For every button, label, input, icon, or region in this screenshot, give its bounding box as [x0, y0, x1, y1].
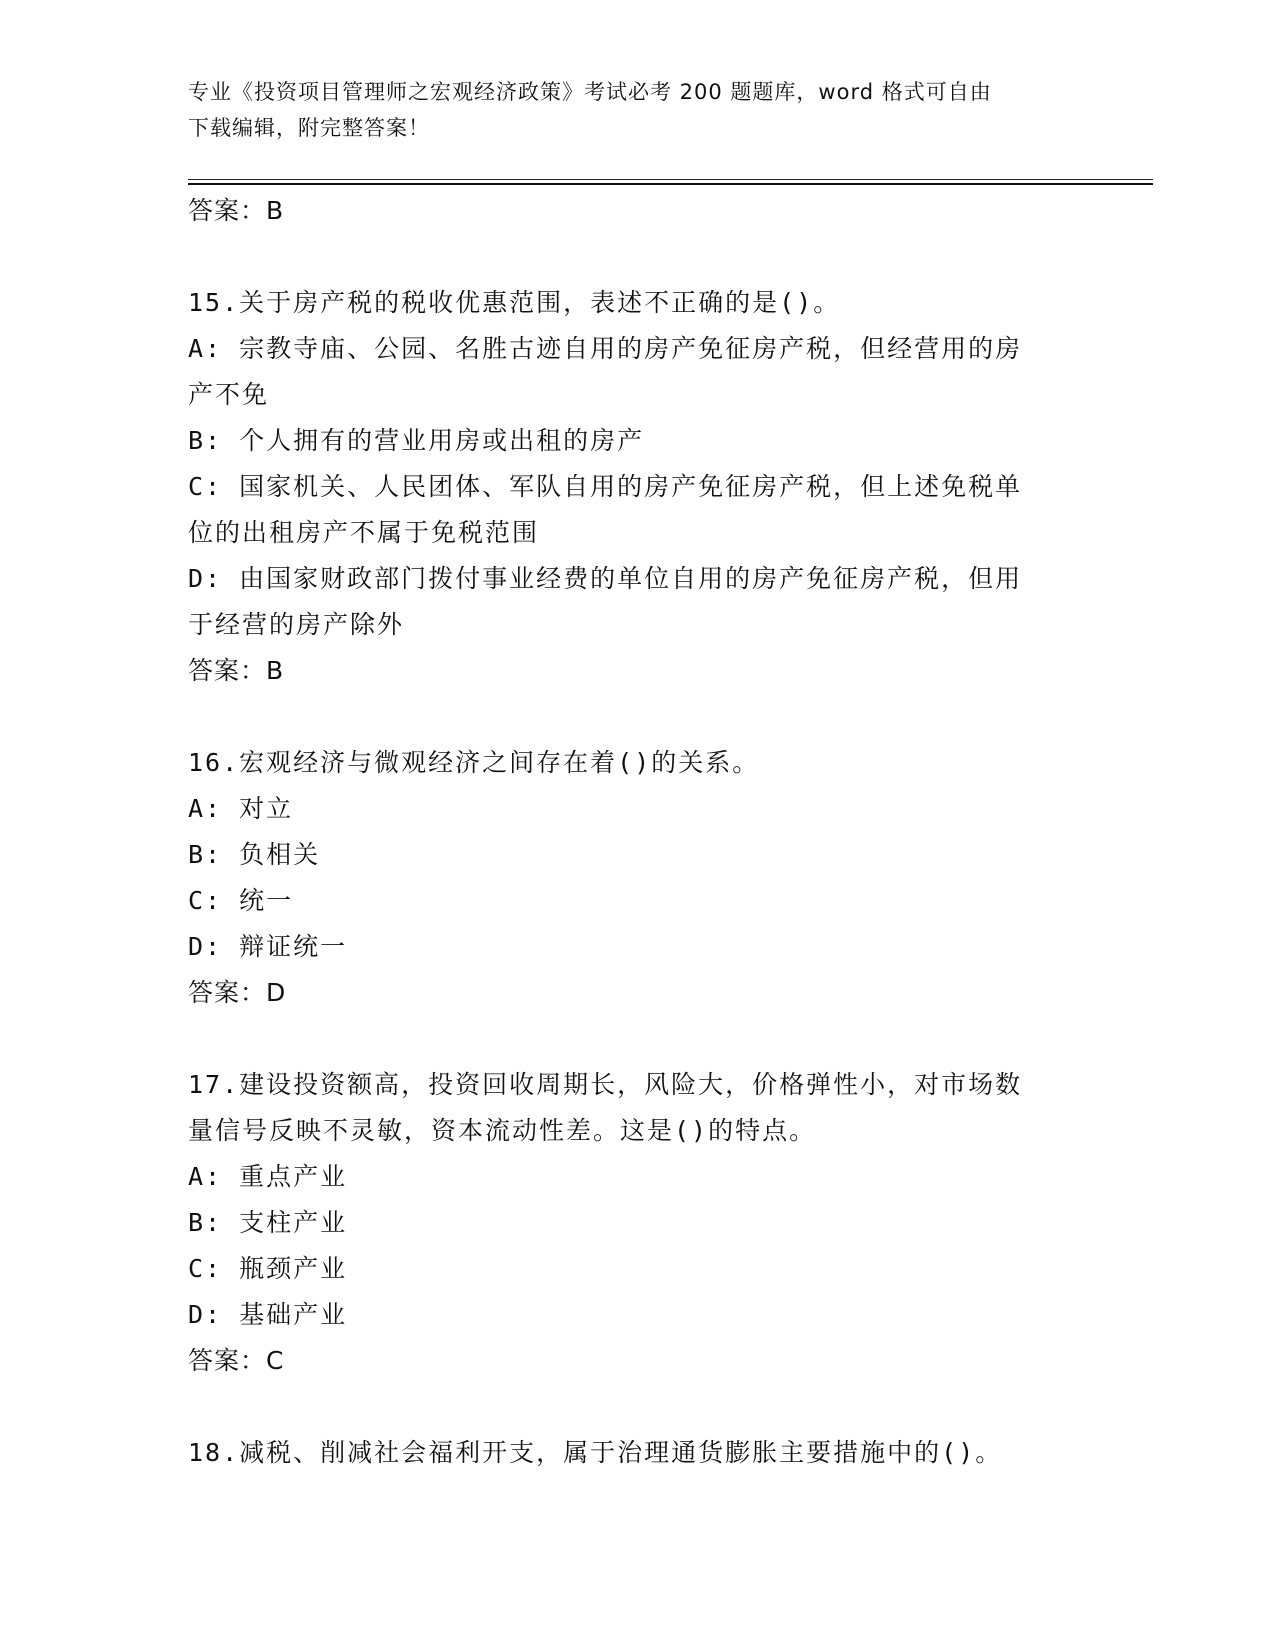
- question-16-option-a: A: 对立: [188, 794, 294, 823]
- question-15: [188, 280, 1088, 694]
- question-16-answer: 答案：D: [188, 978, 287, 1007]
- question-17-text: 17.建设投资额高，投资回收周期长，风险大，价格弹性小，对市场数: [188, 1070, 1023, 1099]
- header-line-2: 下载编辑，附完整答案！: [188, 116, 430, 140]
- document-header: [188, 74, 1088, 146]
- spacer: [188, 234, 1088, 280]
- header-divider-thick: [188, 183, 1153, 185]
- question-17-option-b: B: 支柱产业: [188, 1208, 348, 1237]
- question-16-text: 16.宏观经济与微观经济之间存在着()的关系。: [188, 748, 760, 777]
- question-16-option-c: C: 统一: [188, 886, 294, 915]
- question-15-option-c-cont: 位的出租房产不属于免税范围: [188, 518, 540, 547]
- question-15-text: 15.关于房产税的税收优惠范围，表述不正确的是()。: [188, 288, 841, 317]
- spacer: [188, 1016, 1088, 1062]
- question-17: [188, 1062, 1088, 1384]
- answer-previous: 答案：B: [188, 196, 285, 225]
- question-15-option-b: B: 个人拥有的营业用房或出租的房产: [188, 426, 645, 455]
- question-16-option-d: D: 辩证统一: [188, 932, 348, 961]
- spacer: [188, 694, 1088, 740]
- question-18-text: 18.减税、削减社会福利开支，属于治理通货膨胀主要措施中的()。: [188, 1438, 1003, 1467]
- question-15-option-a-cont: 产不免: [188, 380, 270, 409]
- question-15-option-a: A: 宗教寺庙、公园、名胜古迹自用的房产免征房产税，但经营用的房: [188, 334, 1023, 363]
- question-16-option-b: B: 负相关: [188, 840, 321, 869]
- question-15-option-c: C: 国家机关、人民团体、军队自用的房产免征房产税，但上述免税单: [188, 472, 1023, 501]
- question-15-option-d: D: 由国家财政部门拨付事业经费的单位自用的房产免征房产税，但用: [188, 564, 1023, 593]
- question-15-answer: 答案：B: [188, 656, 285, 685]
- question-17-option-a: A: 重点产业: [188, 1162, 348, 1191]
- question-18: [188, 1430, 1088, 1476]
- question-17-option-d: D: 基础产业: [188, 1300, 348, 1329]
- header-divider-thin: [188, 179, 1153, 180]
- spacer: [188, 1384, 1088, 1430]
- header-line-1: 专业《投资项目管理师之宏观经济政策》考试必考 200 题题库，word 格式可自由: [188, 80, 992, 104]
- question-15-option-d-cont: 于经营的房产除外: [188, 610, 405, 639]
- question-17-text-cont: 量信号反映不灵敏，资本流动性差。这是()的特点。: [188, 1116, 817, 1145]
- question-17-option-c: C: 瓶颈产业: [188, 1254, 348, 1283]
- question-16: [188, 740, 1088, 1016]
- document-body: [188, 188, 1088, 1476]
- question-17-answer: 答案：C: [188, 1346, 285, 1375]
